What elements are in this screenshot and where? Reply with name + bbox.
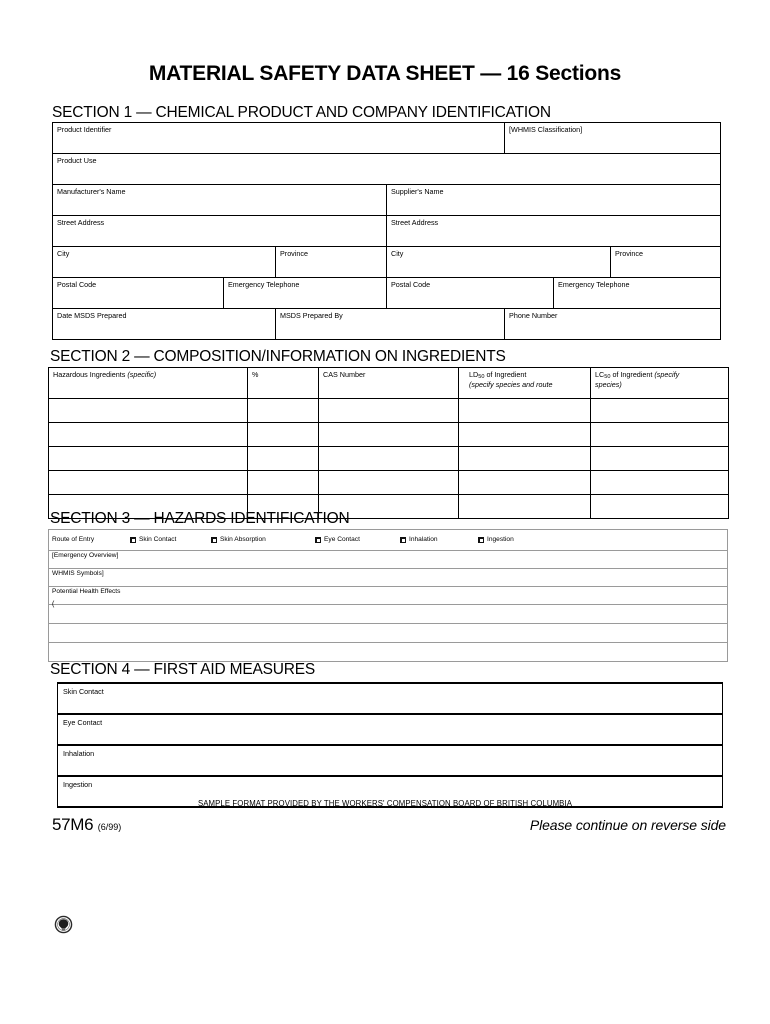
ld50-subscript: 50	[478, 374, 485, 381]
lc50-note-1: (specify	[654, 370, 680, 379]
checkbox-skin-contact[interactable]	[130, 536, 211, 544]
checkbox-label: Skin Contact	[139, 536, 177, 544]
checkbox-icon[interactable]	[315, 537, 321, 543]
cell-ld50[interactable]	[459, 423, 591, 447]
route-of-entry-label: Route of Entry	[52, 536, 95, 544]
checkbox-ingestion[interactable]	[478, 536, 514, 544]
lc50-subscript: 50	[604, 374, 611, 381]
sample-format-note: SAMPLE FORMAT PROVIDED BY THE WORKERS' COMPENSATION BOARD OF BRITISH COLUMBIA	[197, 799, 573, 808]
field-health-effects-line-2[interactable]	[49, 624, 728, 643]
lc50-suffix: of Ingredient	[612, 370, 653, 379]
field-product-use[interactable]: Product Use	[53, 154, 721, 185]
route-of-entry-options	[130, 536, 514, 544]
table-row[interactable]	[49, 471, 729, 495]
field-emergency-telephone-supplier[interactable]: Emergency Telephone	[554, 278, 721, 309]
field-health-effects-line-3[interactable]	[49, 643, 728, 662]
cell-cas-number[interactable]	[319, 471, 459, 495]
checkbox-inhalation[interactable]	[400, 536, 478, 544]
section-3-table	[48, 529, 728, 662]
field-first-aid-inhalation[interactable]: Inhalation	[58, 745, 723, 776]
cell-ld50[interactable]	[459, 495, 591, 519]
section-1-heading: SECTION 1 — CHEMICAL PRODUCT AND COMPANY IDENTIFICATION	[52, 104, 551, 121]
checkbox-label: Eye Contact	[324, 536, 360, 544]
cell-cas-number[interactable]	[319, 447, 459, 471]
ld50-prefix: LD	[469, 370, 479, 379]
checkbox-icon[interactable]	[400, 537, 406, 543]
field-postal-code-manufacturer[interactable]: Postal Code	[53, 278, 224, 309]
column-header-lc50	[591, 368, 729, 399]
checkbox-label: Inhalation	[409, 536, 438, 544]
form-revision: (6/99)	[97, 822, 122, 832]
field-health-effects-line-1[interactable]	[49, 605, 728, 624]
cell-hazardous-ingredients[interactable]	[49, 447, 248, 471]
cell-lc50[interactable]	[591, 495, 729, 519]
field-emergency-telephone-manufacturer[interactable]: Emergency Telephone	[224, 278, 387, 309]
field-city-manufacturer[interactable]: City	[53, 247, 276, 278]
section-2-table	[48, 367, 729, 519]
route-of-entry-row	[49, 530, 728, 551]
section-3-heading: SECTION 3 — HAZARDS IDENTIFICATION	[50, 510, 350, 527]
form-number	[52, 815, 121, 835]
section-1-table	[52, 122, 721, 340]
field-first-aid-ingestion[interactable]: Ingestion	[58, 776, 723, 807]
field-potential-health-effects[interactable]: Potential Health Effects	[49, 587, 728, 605]
cell-hazardous-ingredients[interactable]	[49, 399, 248, 423]
field-province-manufacturer[interactable]: Province	[276, 247, 387, 278]
field-whmis-symbols[interactable]: WHMIS Symbols]	[49, 569, 728, 587]
table-row[interactable]	[49, 399, 729, 423]
form-number-value: 57M6	[52, 815, 94, 834]
section-2-heading: SECTION 2 — COMPOSITION/INFORMATION ON INGREDIENTS	[50, 348, 506, 365]
field-whmis-classification[interactable]: [WHMIS Classification]	[505, 123, 721, 154]
checkbox-label: Ingestion	[487, 536, 514, 544]
field-street-address-manufacturer[interactable]: Street Address	[53, 216, 387, 247]
hazardous-ingredients-label: Hazardous Ingredients	[53, 370, 126, 379]
checkbox-skin-absorption[interactable]	[211, 536, 315, 544]
table-row[interactable]	[49, 447, 729, 471]
field-first-aid-skin-contact[interactable]: Skin Contact	[58, 683, 723, 714]
field-province-supplier[interactable]: Province	[611, 247, 721, 278]
column-header-ld50	[459, 368, 591, 399]
column-header-cas-number: CAS Number	[319, 368, 459, 399]
field-emergency-overview[interactable]: [Emergency Overview]	[49, 551, 728, 569]
checkbox-eye-contact[interactable]	[315, 536, 400, 544]
cell-cas-number[interactable]	[319, 423, 459, 447]
ld50-suffix: of Ingredient	[486, 370, 527, 379]
paren-mark: (	[52, 601, 55, 608]
field-msds-prepared-by[interactable]: MSDS Prepared By	[276, 309, 505, 340]
field-phone-number[interactable]: Phone Number	[505, 309, 721, 340]
section-4-table	[57, 682, 723, 808]
lc50-prefix: LC	[595, 370, 605, 379]
table-row[interactable]	[49, 423, 729, 447]
section-4-heading: SECTION 4 — FIRST AID MEASURES	[50, 661, 316, 678]
cell-ld50[interactable]	[459, 471, 591, 495]
cell-lc50[interactable]	[591, 471, 729, 495]
checkbox-icon[interactable]	[130, 537, 136, 543]
column-header-percent: %	[248, 368, 319, 399]
cell-lc50[interactable]	[591, 399, 729, 423]
field-supplier-name[interactable]: Supplier's Name	[387, 185, 721, 216]
field-manufacturer-name[interactable]: Manufacturer's Name	[53, 185, 387, 216]
cell-hazardous-ingredients[interactable]	[49, 423, 248, 447]
checkbox-icon[interactable]	[211, 537, 217, 543]
cell-percent[interactable]	[248, 447, 319, 471]
cell-hazardous-ingredients[interactable]	[49, 471, 248, 495]
continue-reverse-note: Please continue on reverse side	[529, 817, 726, 833]
ld50-note: (specify species and route	[469, 379, 553, 389]
field-street-address-supplier[interactable]: Street Address	[387, 216, 721, 247]
field-postal-code-supplier[interactable]: Postal Code	[387, 278, 554, 309]
field-city-supplier[interactable]: City	[387, 247, 611, 278]
checkbox-icon[interactable]	[478, 537, 484, 543]
cell-ld50[interactable]	[459, 447, 591, 471]
column-header-hazardous-ingredients	[49, 368, 248, 399]
wcb-seal-icon	[54, 915, 73, 934]
field-first-aid-eye-contact[interactable]: Eye Contact	[58, 714, 723, 745]
cell-ld50[interactable]	[459, 399, 591, 423]
checkbox-label: Skin Absorption	[220, 536, 266, 544]
cell-lc50[interactable]	[591, 423, 729, 447]
cell-cas-number[interactable]	[319, 399, 459, 423]
hazardous-ingredients-note: (specific)	[127, 370, 157, 379]
page-title: MATERIAL SAFETY DATA SHEET — 16 Sections	[148, 62, 622, 85]
cell-percent[interactable]	[248, 471, 319, 495]
cell-percent[interactable]	[248, 423, 319, 447]
field-product-identifier[interactable]: Product Identifier	[53, 123, 505, 154]
cell-lc50[interactable]	[591, 447, 729, 471]
field-date-msds-prepared[interactable]: Date MSDS Prepared	[53, 309, 276, 340]
lc50-note-2: species)	[595, 379, 622, 389]
cell-percent[interactable]	[248, 399, 319, 423]
